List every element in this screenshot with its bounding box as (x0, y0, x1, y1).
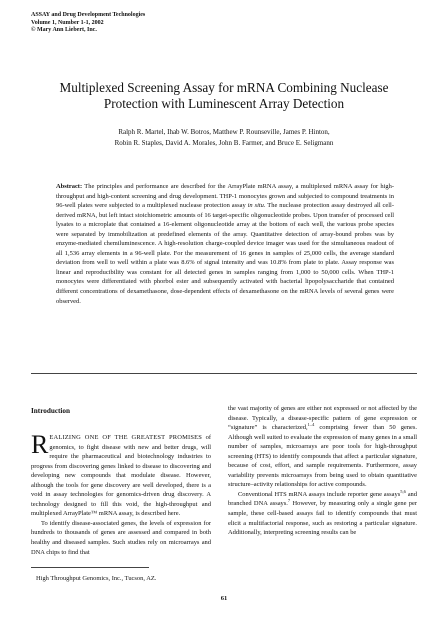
abstract (56, 182, 394, 306)
right-p2-text-a: Conventional HTS mRNA assays include reporter gene assays (238, 490, 401, 498)
author-affiliation: High Throughput Genomics, Inc., Tucson, AZ. (36, 575, 157, 582)
intro-small-caps: EALIZING ONE OF THE GREATEST PROMISES (49, 434, 203, 441)
abstract-text-part-1: The principles and performance are described for the ArrayPlate mRNA assay, a multiplexed mRNA assay for high-throughput and high-content screening and drug development. THP-1 monocytes grown and subjected to compound treatments in 96-well plates were subjected to a multiplexed nuclease protection assay (56, 183, 394, 210)
right-paragraph-2 (228, 490, 417, 538)
right-p2-text-b: and branched DNA assays. (228, 490, 417, 508)
author-list (30, 127, 418, 149)
page-number: 61 (220, 595, 228, 602)
journal-volume: Volume 1, Number 1-1, 2002 (31, 19, 104, 26)
citation-7: 7 (287, 498, 291, 504)
article-title-line-1: Multiplexed Screening Assay for mRNA Combining Nuclease (59, 80, 389, 95)
intro-paragraph-2: To identify disease-associated genes, the levels of expression for hundreds to thousands of genes are assessed and compared in both healthy and diseased samples. Such studies rely on microarrays and DNA chips to find that (31, 519, 211, 556)
citation-1-4: 1–4 (307, 421, 315, 427)
article-title-line-2: Protection with Luminescent Array Detection (103, 96, 345, 111)
intro-paragraph-1: of genomics, to fight disease with new and better drugs, will require the pharmaceutical and biotechnology industries to progress from discovering genes linked to disease to discovering and developing new compounds that modulate disease. However, although the tools for gene discovery are well developed, there is a void in assay technologies for genomics-driven drug discovery. A technology designed to fill this void, the high-throughput and multiplexed ArrayPlate™ mRNA assay, is described here. (31, 434, 211, 518)
right-p1-text-b: comprising fewer than 50 genes. Although well suited to evaluate the expression of many genes in a small number of samples, microarrays are poor tools for high-throughput screening (HTS) to identify compounds that affect a particular signature, because of cost, effort, and sample requirements. Furthermore, assay variability prevents microarrays from being used to obtain quantitative structure–activity relationships for active compounds. (228, 424, 417, 489)
left-column (31, 430, 211, 557)
journal-header (31, 12, 145, 35)
right-p1-text-a: the vast majority of genes are either not expressed or not affected by the disease. Typically, a disease-specific pattern of gene expression or “signature” is characterized, (228, 405, 417, 432)
author-line-2: Robin R. Staples, David A. Morales, John B. Farmer, and Bruce E. Seligmann (114, 139, 334, 147)
article-title (22, 80, 426, 112)
author-line-1: Ralph R. Martel, Ihab W. Botros, Matthew P. Rounseville, James P. Hinton, (118, 128, 330, 136)
introduction-heading: Introduction (31, 407, 71, 415)
footnote-divider (31, 567, 149, 568)
abstract-label: Abstract: (56, 183, 83, 190)
abstract-text-italic: in situ (247, 202, 264, 210)
citation-5-6: 5,6 (400, 488, 406, 494)
right-column (228, 404, 417, 538)
right-paragraph-1 (228, 404, 417, 490)
abstract-text-part-2: . The nuclease protection assay destroyed all cell-derived mRNA, but left intact stoichiometric amounts of 16 target-specific oligonucleotide probes. Upon transfer of processed cell lysates to a microplate that contained a 16-element oligonucleotide array at the bottom of each well, the various probe species were separated by immobilization at predefined elements of the array. Quantitative detection of array-bound probes was by enzyme-mediated chemiluminescence. A high-resolution charge-coupled device imager was used for the simultaneous readout of all 1,536 array elements in a 96-well plate. For the measurement of 16 genes in samples of 25,000 cells, the average standard deviation from well to well within a plate was 8.6% of signal intensity and was 10.8% from plate to plate. Assay response was linear and reproducibility was constant for all detected genes in samples ranging from 1,000 to 50,000 cells. When THP-1 monocytes were differentiated with phorbol ester and subsequently activated with bacterial lipopolysaccharide that contained different concentrations of dexamethasone, dose-dependent effects of dexamethasone on the mRNA levels of several genes were observed. (56, 202, 394, 305)
right-p2-text-c: However, by measuring only a single gene per sample, these cell-based assays fail to identify compounds that must elicit a multifactorial response, such as restoring a particular signature. Additionally, interpreting screening results can be (228, 500, 417, 537)
section-divider (31, 373, 417, 374)
journal-name: ASSAY and Drug Development Technologies (31, 12, 146, 18)
journal-copyright: © Mary Ann Liebert, Inc. (31, 27, 97, 33)
drop-cap: R (31, 430, 49, 459)
